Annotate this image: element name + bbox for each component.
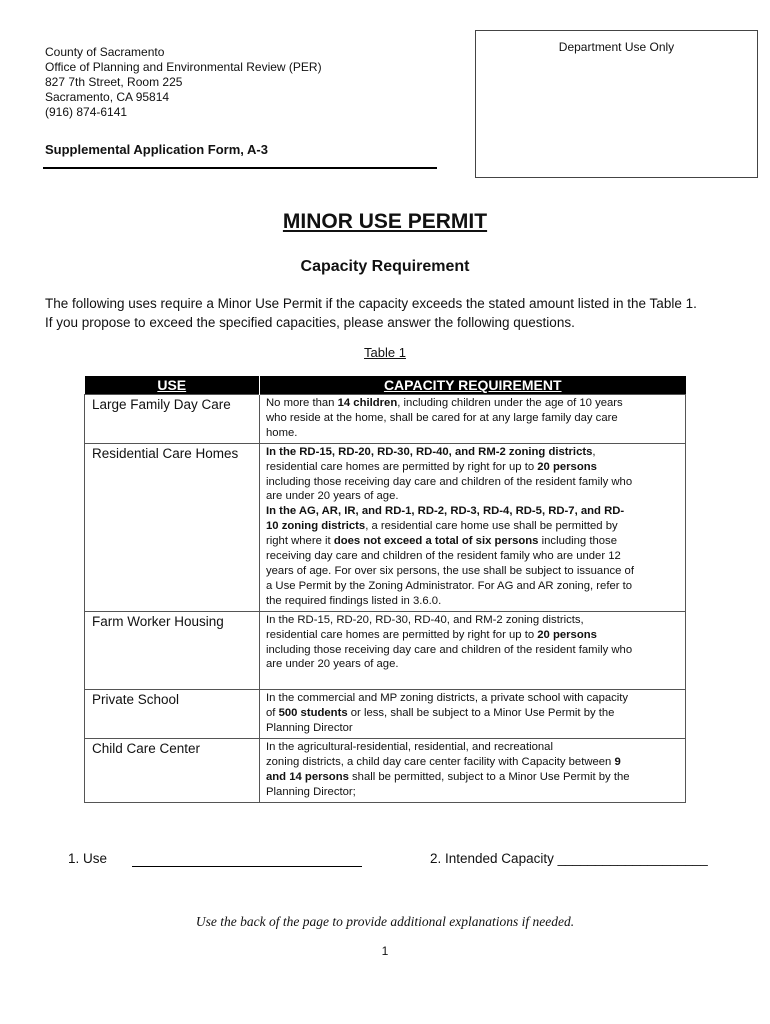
requirement-line: right where it does not exceed a total of six persons including those: [266, 535, 617, 548]
requirement-line: and 14 persons shall be permitted, subject to a Minor Use Permit by the: [266, 770, 630, 783]
table-row: [85, 395, 686, 444]
requirement-line: [266, 672, 679, 687]
table-row: [85, 690, 686, 739]
use-cell: Farm Worker Housing: [85, 611, 260, 690]
requirement-line: including those receiving day care and children of the resident family who: [266, 475, 633, 488]
intro-line: The following uses require a Minor Use Permit if the capacity exceeds the stated amount listed in the Table 1.: [45, 296, 697, 311]
requirement-line: In the RD-15, RD-20, RD-30, RD-40, and RM-2 zoning districts,: [266, 613, 584, 626]
requirement-line: In the AG, AR, IR, and RD-1, RD-2, RD-3, RD-4, RD-5, RD-7, and RD-: [266, 505, 625, 518]
requirement-line: of 500 students or less, shall be subject to a Minor Use Permit by the: [266, 707, 615, 720]
page-title: MINOR USE PERMIT: [282, 210, 488, 233]
address-line: Sacramento, CA 95814: [45, 90, 170, 104]
capacity-requirement-cell: [260, 395, 686, 444]
department-use-label: Department Use Only: [558, 40, 675, 54]
use-answer-field[interactable]: [132, 866, 362, 867]
requirement-line: zoning districts, a child day care center facility with Capacity between 9: [266, 755, 621, 768]
column-header-capacity: CAPACITY REQUIREMENT: [260, 376, 686, 395]
footer-note: Use the back of the page to provide additional explanations if needed.: [195, 914, 575, 929]
requirement-line: including those receiving day care and children of the resident family who: [266, 643, 633, 656]
requirement-line: Planning Director;: [266, 785, 356, 798]
requirement-line: In the RD-15, RD-20, RD-30, RD-40, and RM-2 zoning districts,: [266, 445, 596, 458]
capacity-table: [84, 376, 686, 803]
form-name: Supplemental Application Form, A-3: [45, 142, 268, 157]
requirement-line: residential care homes are permitted by right for up to 20 persons: [266, 628, 597, 641]
requirement-line: who reside at the home, shall be cared for at any large family day care: [266, 411, 618, 424]
intro-line: If you propose to exceed the specified capacities, please answer the following questions.: [45, 315, 575, 330]
page-subtitle: Capacity Requirement: [300, 258, 470, 275]
requirement-line: home.: [266, 426, 298, 439]
requirement-line: the required findings listed in 3.6.0.: [266, 594, 442, 607]
use-cell: Residential Care Homes: [85, 443, 260, 611]
question-intended-capacity[interactable]: 2. Intended Capacity ____________________: [430, 851, 708, 866]
requirement-line: are under 20 years of age.: [266, 490, 399, 503]
page-number: 1: [381, 944, 389, 958]
use-cell: Large Family Day Care: [85, 395, 260, 444]
table-header-row: [85, 376, 686, 395]
agency-address: [45, 45, 322, 120]
requirement-line: In the agricultural-residential, residential, and recreational: [266, 740, 553, 753]
address-line: 827 7th Street, Room 225: [45, 75, 183, 89]
requirement-line: a Use Permit by the Zoning Administrator. For AG and AR zoning, refer to: [266, 579, 633, 592]
table-row: [85, 738, 686, 802]
requirement-line: Planning Director: [266, 722, 353, 735]
table-caption: Table 1: [364, 345, 406, 360]
use-cell: Private School: [85, 690, 260, 739]
department-use-box: [475, 30, 758, 178]
requirement-line: residential care homes are permitted by right for up to 20 persons: [266, 460, 597, 473]
address-line: County of Sacramento: [45, 45, 165, 59]
capacity-requirement-cell: [260, 443, 686, 611]
column-header-use: USE: [85, 376, 260, 395]
capacity-requirement-cell: [260, 738, 686, 802]
requirement-line: No more than 14 children, including children under the age of 10 years: [266, 397, 623, 409]
form-name-rule: [43, 167, 437, 169]
capacity-requirement-cell: [260, 690, 686, 739]
address-line: (916) 874-6141: [45, 105, 128, 119]
question-use-label: 1. Use: [68, 851, 108, 866]
intro-paragraph: [45, 294, 735, 332]
use-cell: Child Care Center: [85, 738, 260, 802]
requirement-line: 10 zoning districts, a residential care home use shall be permitted by: [266, 520, 618, 533]
table-row: [85, 611, 686, 690]
requirement-line: receiving day care and children of the resident family who are under 12: [266, 550, 621, 563]
table-row: [85, 443, 686, 611]
address-line: Office of Planning and Environmental Review (PER): [45, 60, 322, 74]
requirement-line: years of age. For over six persons, the use shall be subject to issuance of: [266, 564, 634, 577]
requirement-line: are under 20 years of age.: [266, 658, 399, 671]
capacity-requirement-cell: [260, 611, 686, 690]
requirement-line: In the commercial and MP zoning districts, a private school with capacity: [266, 692, 629, 705]
